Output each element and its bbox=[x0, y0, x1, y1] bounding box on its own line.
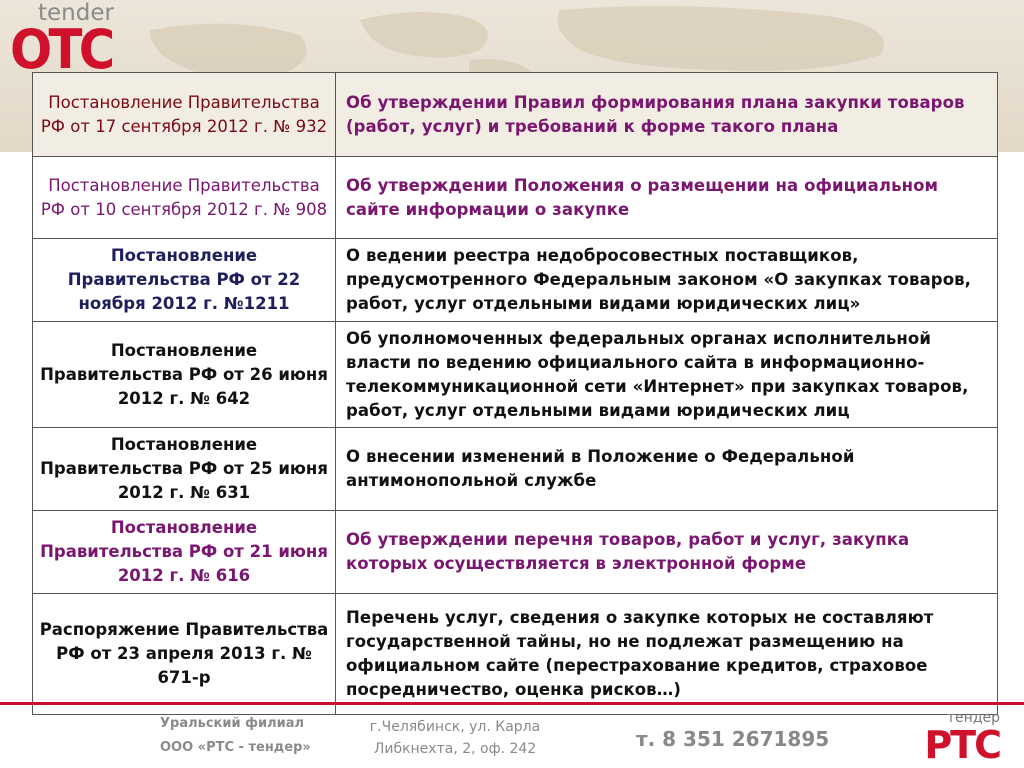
table-row bbox=[33, 73, 998, 157]
address-line-2: Либкнехта, 2, оф. 242 bbox=[373, 741, 537, 757]
branch-name: Уральский филиал bbox=[160, 716, 305, 731]
logo-otc-text: OTC bbox=[10, 18, 112, 81]
desc-cell: Об уполномоченных федеральных органах исполнительной власти по ведению официального сайта в информационно-телекоммуникационной сети «Интернет» при закупках товаров, работ, услуг отдельными видами юридических лиц bbox=[336, 322, 998, 428]
doc-cell: Постановление Правительства РФ от 10 сентября 2012 г. № 908 bbox=[33, 157, 336, 239]
logo-tender-ru-text: тендер bbox=[946, 710, 1000, 726]
table-row bbox=[33, 428, 998, 511]
doc-cell: Постановление Правительства РФ от 22 ноября 2012 г. №1211 bbox=[33, 239, 336, 322]
doc-cell: Постановление Правительства РФ от 17 сентября 2012 г. № 932 bbox=[33, 73, 336, 157]
branch-info bbox=[160, 712, 311, 760]
footer-divider bbox=[0, 702, 1024, 705]
company-name: ООО «РТС - тендер» bbox=[160, 740, 311, 755]
otc-tender-logo bbox=[10, 0, 120, 81]
table-row bbox=[33, 322, 998, 428]
desc-cell: О внесении изменений в Положение о Федеральной антимонопольной службе bbox=[336, 428, 998, 511]
table-row bbox=[33, 594, 998, 715]
desc-cell: О ведении реестра недобросовестных поставщиков, предусмотренного Федеральным законом «О закупках товаров, работ, услуг отдельными видами юридических лиц» bbox=[336, 239, 998, 322]
address-line-1: г.Челябинск, ул. Карла bbox=[369, 719, 541, 735]
doc-cell: Постановление Правительства РФ от 25 июня 2012 г. № 631 bbox=[33, 428, 336, 511]
address bbox=[345, 716, 565, 760]
table-row bbox=[33, 157, 998, 239]
desc-cell: Об утверждении Положения о размещении на официальном сайте информации о закупке bbox=[336, 157, 998, 239]
regulations-table bbox=[32, 72, 998, 715]
rts-tender-logo bbox=[924, 710, 1000, 767]
desc-cell: Перечень услуг, сведения о закупке которых не составляют государственной тайны, но не подлежат размещению на официальном сайте (перестрахование кредитов, страховое посредничество, оценка рисков…) bbox=[336, 594, 998, 715]
doc-cell: Постановление Правительства РФ от 21 июня 2012 г. № 616 bbox=[33, 511, 336, 594]
desc-cell: Об утверждении Правил формирования плана закупки товаров (работ, услуг) и требований к форме такого плана bbox=[336, 73, 998, 157]
table-row bbox=[33, 511, 998, 594]
table-row bbox=[33, 239, 998, 322]
doc-cell: Постановление Правительства РФ от 26 июня 2012 г. № 642 bbox=[33, 322, 336, 428]
desc-cell: Об утверждении перечня товаров, работ и услуг, закупка которых осуществляется в электронной форме bbox=[336, 511, 998, 594]
phone-number: т. 8 351 2671895 bbox=[636, 727, 830, 751]
doc-cell: Распоряжение Правительства РФ от 23 апреля 2013 г. № 671-р bbox=[33, 594, 336, 715]
logo-tender-text: tender bbox=[38, 0, 114, 26]
logo-rts-text: РТС bbox=[924, 723, 1000, 767]
